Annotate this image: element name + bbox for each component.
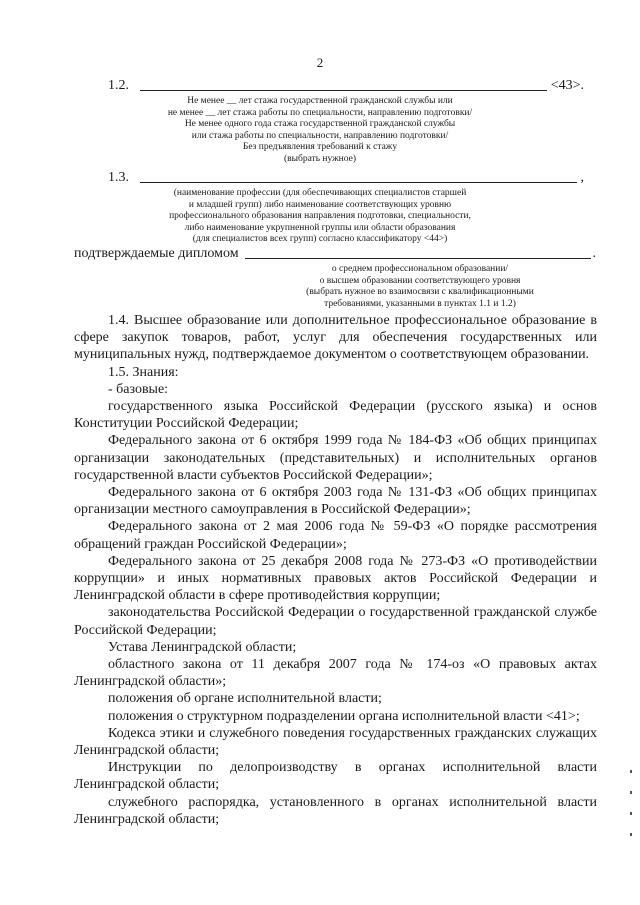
form-line-1-3 xyxy=(108,170,584,186)
page-number: 2 xyxy=(316,55,324,70)
paragraph-basic: - базовые: xyxy=(108,381,169,397)
caption-line: требованиями, указанными в пунктах 1.1 и 1.2) xyxy=(324,298,516,309)
knowledge-item: Федерального закона от 6 октября 1999 года № 184-ФЗ «Об общих принципах организации законодательных (представительных) и исполнительных органов государственной власти субъектов Российской Федерации»; xyxy=(74,433,597,483)
caption-experience xyxy=(140,96,500,165)
knowledge-item: Федерального закона от 25 декабря 2008 года № 273-ФЗ «О противодействии коррупции» и иных нормативных правовых актов Российской Федерации и Ленинградской области в сфере противодействия коррупции; xyxy=(74,553,597,604)
caption-diploma xyxy=(250,264,590,310)
caption-profession xyxy=(140,188,500,246)
caption-line: либо наименование укрупненной группы или области образования xyxy=(184,222,456,233)
caption-line: не менее __ лет стажа работы по специальности, направлению подготовки/ xyxy=(167,107,473,118)
document-body xyxy=(74,312,597,828)
knowledge-item: положения об органе исполнительной власти; xyxy=(108,691,382,707)
form-line-1-2 xyxy=(108,78,584,94)
knowledge-item: Федерального закона от 2 мая 2006 года № 59-ФЗ «О порядке рассмотрения обращений граждан Российской Федерации»; xyxy=(74,519,597,552)
knowledge-item: Федерального закона от 6 октября 2003 года № 131-ФЗ «Об общих принципах организации местного самоуправления в Российской Федерации»; xyxy=(74,485,597,518)
scan-mark xyxy=(630,812,632,815)
paragraph-1-4: 1.4. Высшее образование или дополнительное профессиональное образование в сфере закупок товаров, работ, услуг для обеспечения государственных или муниципальных нужд, подтверждаемое документом о соответствующем образовании. xyxy=(74,313,597,363)
footnote-ref: <43>. xyxy=(550,78,584,93)
caption-line: Не менее одного года стажа государственной гражданской службы xyxy=(184,119,456,129)
caption-line: о высшем образовании соответствующего уровня xyxy=(319,275,521,286)
caption-line: Не менее __ лет стажа государственной гражданской службы или xyxy=(187,96,453,106)
knowledge-item: служебного распорядка, установленного в органах исполнительной власти Ленинградской области; xyxy=(74,794,597,827)
knowledge-item: государственного языка Российской Федерации (русского языка) и основ Конституции Российской Федерации; xyxy=(74,399,597,432)
knowledge-item: Инструкции по делопроизводству в органах исполнительной власти Ленинградской области; xyxy=(74,760,597,793)
caption-line: профессионального образования направления подготовки, специальности, xyxy=(169,211,471,221)
diploma-label: подтверждаемые дипломом xyxy=(74,246,239,261)
line-suffix: , xyxy=(580,170,584,185)
knowledge-item: областного закона от 11 декабря 2007 года № 174-оз «О правовых актах Ленинградской области»; xyxy=(74,657,597,690)
scan-edge-marks xyxy=(630,770,634,854)
caption-line: и младшей групп) либо наименование соответствующих уровню xyxy=(188,199,452,210)
knowledge-item: законодательства Российской Федерации о государственной гражданской службе Российской Федерации; xyxy=(74,605,597,638)
caption-line: (выбрать нужное) xyxy=(283,153,357,164)
scan-mark xyxy=(630,770,632,773)
caption-line: (наименование профессии (для обеспечивающих специалистов старшей xyxy=(173,188,467,198)
caption-line: о среднем профессиональном образовании/ xyxy=(331,264,509,274)
caption-line: Без предъявления требований к стажу xyxy=(242,142,398,152)
line-suffix: . xyxy=(592,246,596,261)
scan-mark xyxy=(630,791,632,794)
knowledge-item: Устава Ленинградской области; xyxy=(108,639,297,655)
item-number: 1.3. xyxy=(108,170,129,185)
diploma-line xyxy=(74,246,596,262)
caption-line: или стажа работы по специальности, направлению подготовки/ xyxy=(191,130,449,141)
blank-field xyxy=(245,246,591,259)
caption-line: (для специалистов всех групп) согласно классификатору <44>) xyxy=(192,234,448,244)
knowledge-item: Кодекса этики и служебного поведения государственных гражданских служащих Ленинградской области; xyxy=(74,725,597,759)
caption-line: (выбрать нужное во взаимосвязи с квалификационными xyxy=(306,287,534,297)
scan-mark xyxy=(630,833,632,836)
item-number: 1.2. xyxy=(108,78,129,93)
knowledge-item: положения о структурном подразделении органа исполнительной власти <41>; xyxy=(108,708,580,724)
blank-field xyxy=(140,78,547,91)
blank-field xyxy=(140,170,577,183)
paragraph-1-5: 1.5. Знания: xyxy=(108,364,179,380)
